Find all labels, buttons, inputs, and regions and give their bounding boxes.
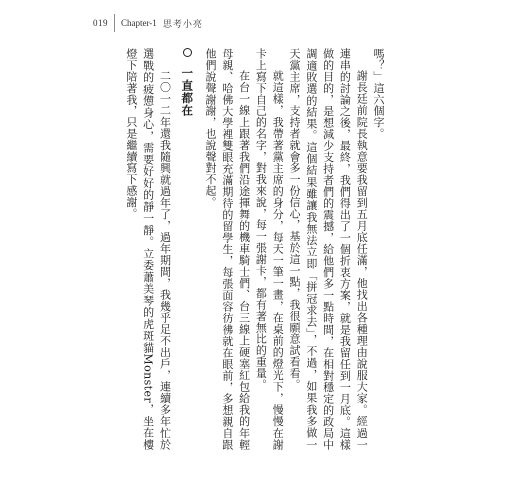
section-title: 一直都在	[180, 67, 195, 118]
paragraph: 嗎？」這六個字。	[372, 48, 385, 140]
paragraph: 就這樣，我帶著黨主席的身分，每天一筆一畫，在桌前的燈光下，慢慢在謝卡上寫下自己的名字，對我來說，每一張謝卡，都有著無比的重量。	[254, 48, 285, 450]
page-number: 019	[93, 18, 108, 28]
vertical-text-block	[116, 48, 386, 450]
paragraph: 二〇一二年還我隨興就過年了，過年期間，我幾乎足不出戶，連續多年忙於選戰的疲憊身心，需要好好的靜一靜。立委蕭美琴的虎斑貓Monster，坐在樓燈下陪著我，只是繼續寫下感謝。	[124, 48, 172, 450]
chapter-label: Chapter-1	[121, 18, 157, 28]
header-divider	[114, 14, 115, 32]
paragraph: 在台一線上跟著我們沿途揮舞的機車騎士們、台三線上硬塞紅包給我的年輕母親、哈佛大學裡雙眼充滿期待的留學生，每張面容彷彿就在眼前，多想親自跟他們說聲謝謝，也說聲對不起。	[204, 48, 251, 450]
circle-marker-icon	[183, 48, 192, 57]
running-header	[93, 14, 203, 32]
chapter-title: 思考小亮	[162, 19, 203, 30]
paragraph: 謝長廷前院長執意要我留到五月底任滿，他找出各種理由說服大家。經過一連串的討論之後，最終，我們得出了一個折衷方案，就是我留任到一月底。這樣做的目的，是想減少支持者們的震撼，給他們多一點時間，在相對穩定的政局中調適敗選的結果。這個結果雖讓我無法立即「拼冠求去」，不過，如果我多做一天黨主席，支持者就會多一份信心，基於這一點，我很願意試看看。	[288, 48, 369, 450]
section-heading	[172, 48, 201, 450]
